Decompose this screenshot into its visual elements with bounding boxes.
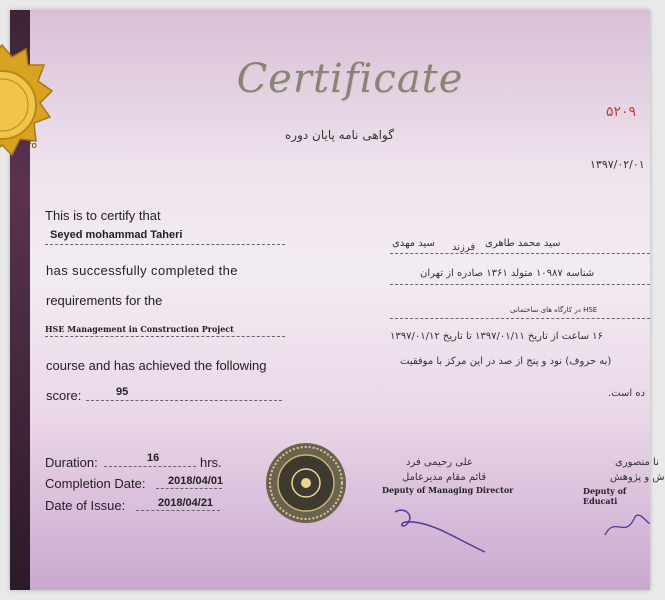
sig2-title-en: Deputy of Educati [583, 486, 627, 506]
persian-end-line: ده است. [608, 388, 646, 399]
issue-line [136, 510, 220, 511]
gold-seal-icon [0, 30, 52, 200]
duration-unit: hrs. [200, 455, 222, 470]
completion-date: 2018/04/01 [168, 475, 224, 487]
certificate-title: Certificate [236, 56, 464, 102]
signature-2-icon [600, 505, 650, 545]
top-date: ۱۳۹۷/۰۲/۰۱ [590, 158, 645, 171]
score-label: score: [46, 388, 82, 403]
signature-1-icon [385, 502, 495, 562]
completed-line: has successfully completed the [46, 263, 238, 278]
duration-label: Duration: [45, 455, 98, 470]
recipient-name: Seyed mohammad Taheri [50, 229, 183, 241]
seal-text: info [20, 141, 37, 151]
course-achieved-line: course and has achieved the following [46, 358, 267, 373]
score-line [86, 400, 282, 401]
course-line [45, 336, 285, 337]
completion-label: Completion Date: [45, 476, 146, 491]
persian-course-dashes [390, 318, 650, 319]
persian-score-line: (به حروف) نود و پنج از صد در این مرکز با موفقیت [400, 356, 612, 367]
sig2-title-fa: ش و پژوهش [610, 472, 665, 483]
persian-id-dashes [390, 284, 650, 285]
issue-date: 2018/04/21 [158, 497, 214, 509]
institute-emblem-icon [265, 442, 347, 524]
name-line [45, 244, 285, 245]
duration-line [104, 466, 196, 467]
score-value: 95 [116, 386, 129, 398]
persian-id-line: شناسه ۱۰۹۸۷ متولد ۱۳۶۱ صادره از تهران [420, 268, 595, 279]
persian-name-line [390, 253, 650, 254]
sig1-name: علی رحیمی فرد [406, 457, 473, 468]
requirements-line: requirements for the [46, 293, 163, 308]
issue-label: Date of Issue: [45, 498, 126, 513]
completion-line [156, 488, 222, 489]
persian-father-value: سید مهدی [392, 238, 435, 249]
certify-line: This is to certify that [45, 208, 161, 223]
persian-name: سید محمد طاهری [485, 238, 561, 249]
persian-father-label: فرزند [452, 242, 476, 253]
course-name: HSE Management in Construction Project [45, 324, 234, 334]
persian-course-line: HSE در کارگاه های ساختمانی [510, 306, 598, 314]
sig1-title-en: Deputy of Managing Director [382, 485, 514, 495]
subtitle-persian: گواهی نامه پایان دوره [285, 128, 394, 142]
duration-value: 16 [147, 452, 160, 464]
certificate [10, 10, 665, 590]
serial-number: ۵۲۰۹ [606, 104, 637, 120]
persian-hours-line: ۱۶ ساعت از تاریخ ۱۳۹۷/۰۱/۱۱ تا تاریخ ۱۳۹۷/۰۱/۱۲ [390, 331, 603, 342]
sig2-name: نا منصوری [615, 457, 659, 468]
sig1-title-fa: قائم مقام مدیرعامل [402, 472, 487, 483]
